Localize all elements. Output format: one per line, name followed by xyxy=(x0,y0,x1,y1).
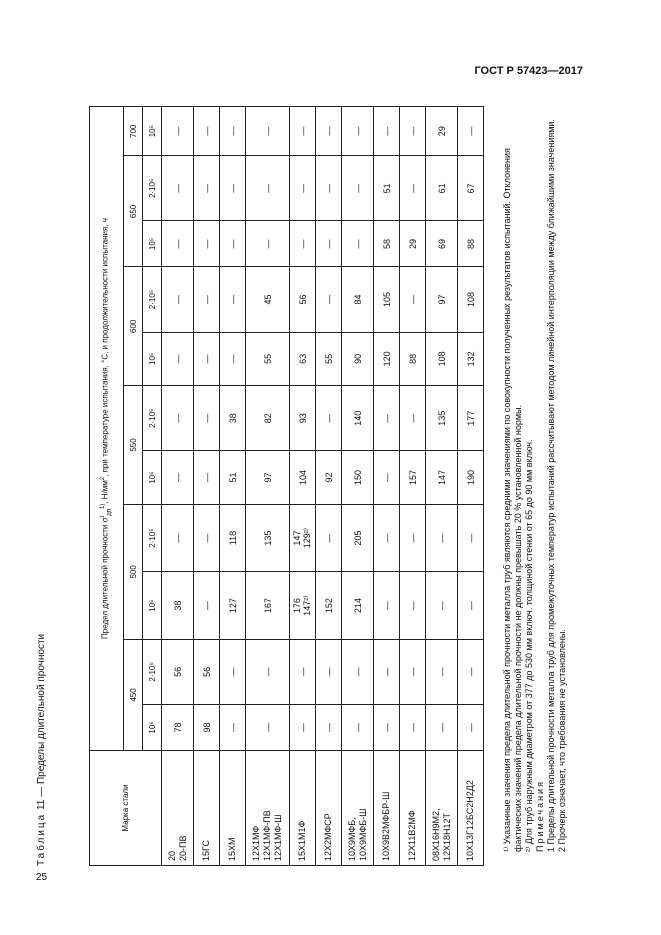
value-cell: — xyxy=(426,704,458,750)
value-cell: 105 xyxy=(374,267,400,332)
header-main-units-sup: 2 xyxy=(100,476,107,481)
value-cell: 56 xyxy=(194,639,220,704)
note-1: 1 Пределы длительной прочности металла труб для промежуточных температур испытаний рассчитывают методом линейной интерполяции между ближайшими значениями. xyxy=(546,119,556,852)
value-cell: 150 xyxy=(342,451,374,505)
caption-label: Таблица xyxy=(36,812,47,866)
value-cell: 92 xyxy=(316,451,342,505)
header-main-text: Предел длительной прочности σ xyxy=(101,517,111,639)
table-row xyxy=(246,107,290,866)
notes-title: Примечания xyxy=(535,780,545,852)
value-cell: — xyxy=(246,221,290,267)
strength-table xyxy=(89,106,484,866)
value-cell: — xyxy=(316,386,342,451)
value-cell: — xyxy=(162,504,194,572)
value-cell: — xyxy=(162,332,194,386)
value-cell: 127 xyxy=(220,572,246,640)
value-cell: — xyxy=(400,107,426,156)
footnote-2: ²⁾ Для труб наружным диаметром от 377 до 530 мм включ. толщиной стенки от 65 до 90 мм включ. xyxy=(524,439,534,852)
value-cell: — xyxy=(246,639,290,704)
table-row xyxy=(162,107,194,866)
value-cell: 118 xyxy=(220,504,246,572)
value-cell: — xyxy=(374,451,400,505)
value-cell: 84 xyxy=(342,267,374,332)
table-row xyxy=(220,107,246,866)
value-cell: — xyxy=(162,221,194,267)
value-cell: — xyxy=(400,267,426,332)
value-cell: — xyxy=(220,267,246,332)
steel-grade-cell: 15Х1М1Ф xyxy=(290,751,316,866)
value-cell: 104 xyxy=(290,451,316,505)
duration-header: 2·10⁵ xyxy=(143,267,162,332)
value-cell: 88 xyxy=(458,221,484,267)
caption-number: 11 xyxy=(36,799,47,810)
value-cell: 61 xyxy=(426,156,458,221)
value-cell: — xyxy=(220,107,246,156)
value-cell: — xyxy=(162,156,194,221)
value-cell: 78 xyxy=(162,704,194,750)
value-cell: — xyxy=(400,386,426,451)
table-caption xyxy=(32,106,58,866)
value-cell: 108 xyxy=(426,332,458,386)
value-cell: — xyxy=(458,504,484,572)
value-cell: 190 xyxy=(458,451,484,505)
value-cell: 69 xyxy=(426,221,458,267)
steel-grade-cell: 15ХМ xyxy=(220,751,246,866)
steel-grade-cell: 15ГС xyxy=(194,751,220,866)
value-cell: — xyxy=(400,704,426,750)
table-row xyxy=(342,107,374,866)
value-cell: 97 xyxy=(246,451,290,505)
value-cell: — xyxy=(342,156,374,221)
value-cell: — xyxy=(316,221,342,267)
note-2: 2 Прочерк означает, что требования не установлены. xyxy=(557,629,567,852)
value-cell: 177 xyxy=(458,386,484,451)
value-cell: — xyxy=(162,107,194,156)
value-cell: 63 xyxy=(290,332,316,386)
value-cell: — xyxy=(342,107,374,156)
value-cell: — xyxy=(220,639,246,704)
temp-header: 450 xyxy=(124,639,143,750)
value-cell: — xyxy=(426,504,458,572)
value-cell: 38 xyxy=(162,572,194,640)
value-cell: — xyxy=(374,107,400,156)
value-cell: — xyxy=(400,639,426,704)
value-cell: 88 xyxy=(400,332,426,386)
value-cell: — xyxy=(246,156,290,221)
temp-header: 600 xyxy=(124,267,143,386)
value-cell: — xyxy=(246,107,290,156)
table-row xyxy=(458,107,484,866)
steel-grade-cell: 10Х13Г12БС2Н2Д2 xyxy=(458,751,484,866)
value-cell: — xyxy=(316,504,342,572)
table-notes xyxy=(502,106,568,866)
value-cell: 205 xyxy=(342,504,374,572)
value-cell: — xyxy=(374,639,400,704)
value-cell: 67 xyxy=(458,156,484,221)
value-cell: — xyxy=(342,639,374,704)
value-cell: — xyxy=(374,704,400,750)
value-cell: 135 xyxy=(246,504,290,572)
value-cell: — xyxy=(194,221,220,267)
table-row xyxy=(374,107,400,866)
duration-header: 10⁵ xyxy=(143,332,162,386)
value-cell: 135 xyxy=(426,386,458,451)
duration-header: 10⁵ xyxy=(143,704,162,750)
table-row xyxy=(194,107,220,866)
steel-grade-cell: 10Х9В2МФБР-Ш xyxy=(374,751,400,866)
value-cell: 214 xyxy=(342,572,374,640)
value-cell: 56 xyxy=(162,639,194,704)
value-cell: — xyxy=(400,504,426,572)
table-row xyxy=(290,107,316,866)
value-cell: — xyxy=(458,107,484,156)
value-cell: — xyxy=(194,156,220,221)
duration-header: 2·10⁵ xyxy=(143,386,162,451)
value-cell: — xyxy=(194,386,220,451)
value-cell: — xyxy=(400,572,426,640)
duration-header: 10⁵ xyxy=(143,572,162,640)
steel-grade-cell: 12Х1МФ 12Х1МФ-ПВ 12Х1МФ-Ш xyxy=(246,751,290,866)
value-cell: — xyxy=(162,267,194,332)
header-main-sup: t xyxy=(100,515,107,518)
value-cell: 157 xyxy=(400,451,426,505)
value-cell: 51 xyxy=(220,451,246,505)
temp-header: 550 xyxy=(124,386,143,505)
steel-grade-cell: 08Х16Н9М2, 12Х18Н12Т xyxy=(426,751,458,866)
duration-header: 10⁵ xyxy=(143,107,162,156)
value-cell: 90 xyxy=(342,332,374,386)
value-cell: 51 xyxy=(374,156,400,221)
value-cell: — xyxy=(194,332,220,386)
value-cell: — xyxy=(290,704,316,750)
value-cell: — xyxy=(220,221,246,267)
value-cell: — xyxy=(220,332,246,386)
value-cell: — xyxy=(374,572,400,640)
value-cell: 56 xyxy=(290,267,316,332)
value-cell: 167 xyxy=(246,572,290,640)
duration-header: 2·10⁵ xyxy=(143,156,162,221)
value-cell: — xyxy=(458,572,484,640)
value-cell: 29 xyxy=(400,221,426,267)
value-cell: 93 xyxy=(290,386,316,451)
header-main-note: 1) xyxy=(100,503,107,509)
value-cell: — xyxy=(290,156,316,221)
value-cell: — xyxy=(290,639,316,704)
value-cell: — xyxy=(194,267,220,332)
value-cell: 55 xyxy=(316,332,342,386)
rotated-table-block xyxy=(32,106,592,866)
value-cell: — xyxy=(220,156,246,221)
table-row xyxy=(400,107,426,866)
header-main-units: , Н/мм xyxy=(101,480,111,504)
value-cell: 147 129²⁾ xyxy=(290,504,316,572)
duration-header: 10⁵ xyxy=(143,451,162,505)
duration-header: 2·10⁵ xyxy=(143,639,162,704)
value-cell: 120 xyxy=(374,332,400,386)
value-cell: — xyxy=(194,572,220,640)
header-main xyxy=(90,107,124,751)
value-cell: — xyxy=(342,704,374,750)
value-cell: 97 xyxy=(426,267,458,332)
table-row xyxy=(316,107,342,866)
steel-grade-cell: 10Х9МФБ, 10Х9МФБ-Ш xyxy=(342,751,374,866)
document-code: ГОСТ Р 57423—2017 xyxy=(474,65,583,77)
value-cell: 147 xyxy=(426,451,458,505)
value-cell: — xyxy=(194,504,220,572)
steel-grade-cell: 20 20-ПВ xyxy=(162,751,194,866)
value-cell: — xyxy=(316,156,342,221)
value-cell: 176 147²⁾ xyxy=(290,572,316,640)
value-cell: — xyxy=(458,704,484,750)
value-cell: — xyxy=(246,704,290,750)
value-cell: 108 xyxy=(458,267,484,332)
table-row xyxy=(426,107,458,866)
value-cell: 29 xyxy=(426,107,458,156)
footnote-1: ¹⁾ Указанные значения предела длительной прочности металла труб являются средними значениями по совокупности полученных результатов испытаний. Отклонения фактических значений предела длительной прочности не должны превышать 20 % установленной нормы. xyxy=(502,148,523,852)
value-cell: — xyxy=(316,704,342,750)
duration-header: 2·10⁵ xyxy=(143,504,162,572)
page-number: 25 xyxy=(36,872,48,883)
value-cell: — xyxy=(400,156,426,221)
value-cell: — xyxy=(342,221,374,267)
value-cell: 152 xyxy=(316,572,342,640)
header-main-tail: , при температуре испытания, °С, и продолжительности испытания, ч xyxy=(101,218,111,477)
duration-header: 10⁵ xyxy=(143,221,162,267)
value-cell: 45 xyxy=(246,267,290,332)
value-cell: — xyxy=(426,572,458,640)
value-cell: 140 xyxy=(342,386,374,451)
value-cell: — xyxy=(194,107,220,156)
value-cell: — xyxy=(458,639,484,704)
value-cell: — xyxy=(220,704,246,750)
header-steel-grade: Марка стали xyxy=(90,751,162,866)
value-cell: 58 xyxy=(374,221,400,267)
value-cell: 55 xyxy=(246,332,290,386)
value-cell: — xyxy=(316,107,342,156)
caption-text: — Пределы длительной прочности xyxy=(36,633,47,797)
value-cell: — xyxy=(316,639,342,704)
temp-header: 700 xyxy=(124,107,143,156)
steel-grade-cell: 12Х11В2МФ xyxy=(400,751,426,866)
value-cell: — xyxy=(162,386,194,451)
value-cell: — xyxy=(316,267,342,332)
steel-grade-cell: 12Х2МФСР xyxy=(316,751,342,866)
value-cell: 38 xyxy=(220,386,246,451)
value-cell: — xyxy=(290,107,316,156)
temp-header: 500 xyxy=(124,504,143,639)
value-cell: 132 xyxy=(458,332,484,386)
value-cell: — xyxy=(374,504,400,572)
value-cell: — xyxy=(374,386,400,451)
value-cell: — xyxy=(194,451,220,505)
value-cell: 98 xyxy=(194,704,220,750)
value-cell: — xyxy=(426,639,458,704)
value-cell: — xyxy=(290,221,316,267)
value-cell: 82 xyxy=(246,386,290,451)
header-main-sub: дп xyxy=(106,508,113,516)
temp-header: 650 xyxy=(124,156,143,267)
value-cell: — xyxy=(162,451,194,505)
